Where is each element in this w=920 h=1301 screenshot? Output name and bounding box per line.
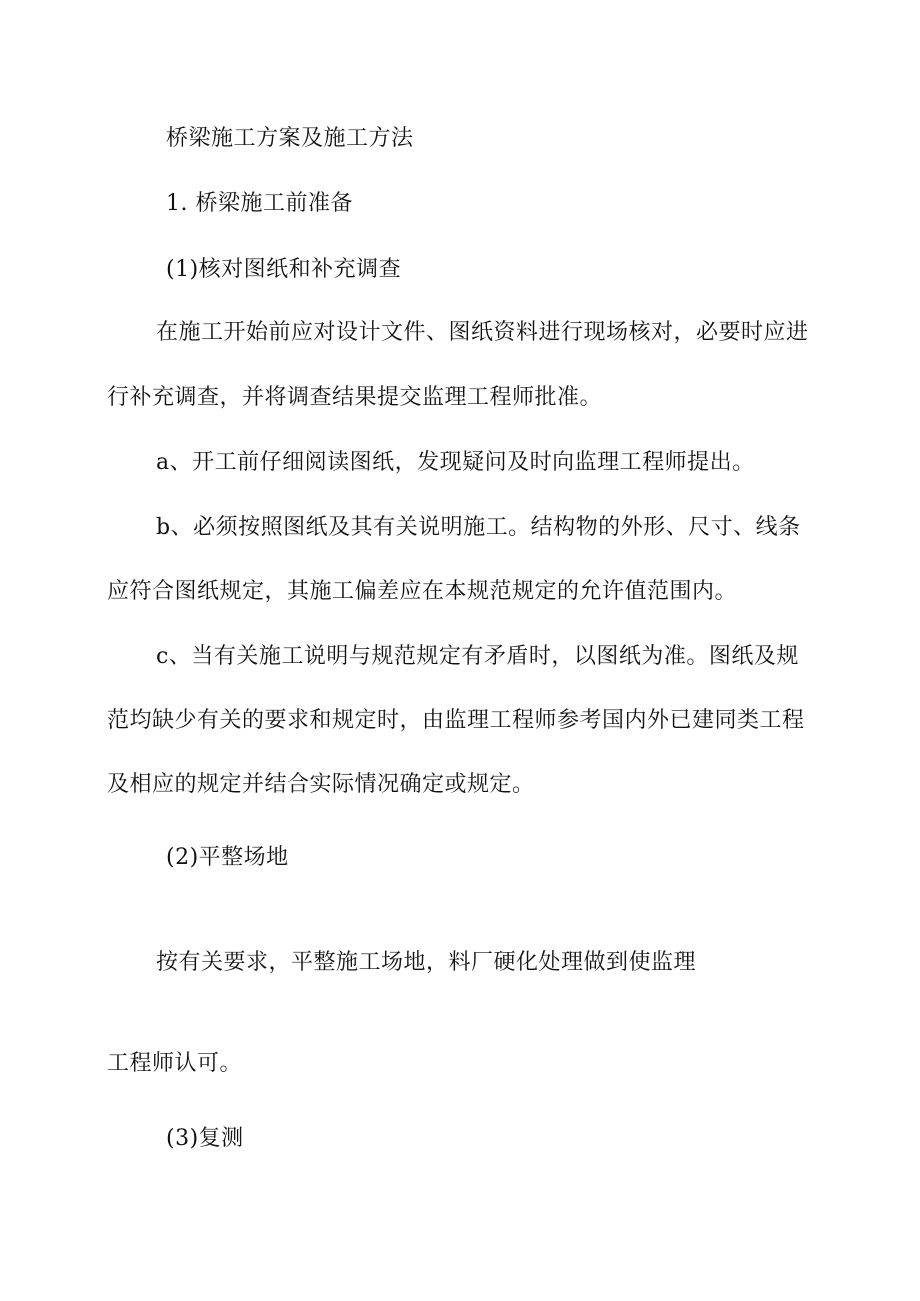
subsection-heading-2: (2)平整场地 xyxy=(166,845,289,870)
subsection-heading-3: (3)复测 xyxy=(166,1126,244,1151)
item-c-line-1: c、当有关施工说明与规范规定有矛盾时，以图纸为准。图纸及规 xyxy=(156,644,799,669)
paragraph-2-line-1: 按有关要求，平整施工场地，料厂硬化处理做到使监理 xyxy=(156,950,697,975)
document-title: 桥梁施工方案及施工方法 xyxy=(166,126,414,151)
item-b-line-1: b、必须按照图纸及其有关说明施工。结构物的外形、尺寸、线条 xyxy=(156,515,801,540)
paragraph-1-line-2: 行补充调查，并将调查结果提交监理工程师批准。 xyxy=(107,385,603,410)
section-heading-1: 1. 桥梁施工前准备 xyxy=(166,191,353,216)
paragraph-1-line-1: 在施工开始前应对设计文件、图纸资料进行现场核对，必要时应进 xyxy=(156,320,809,345)
item-b-line-2: 应符合图纸规定，其施工偏差应在本规范规定的允许值范围内。 xyxy=(107,579,738,604)
item-a: a、开工前仔细阅读图纸，发现疑问及时向监理工程师提出。 xyxy=(156,450,755,475)
paragraph-2-line-2: 工程师认可。 xyxy=(107,1051,243,1076)
subsection-heading-1: (1)核对图纸和补充调查 xyxy=(166,257,402,282)
item-c-line-2: 范均缺少有关的要求和规定时，由监理工程师参考国内外已建同类工程 xyxy=(107,708,805,733)
item-c-line-3: 及相应的规定并结合实际情况确定或规定。 xyxy=(107,772,535,797)
